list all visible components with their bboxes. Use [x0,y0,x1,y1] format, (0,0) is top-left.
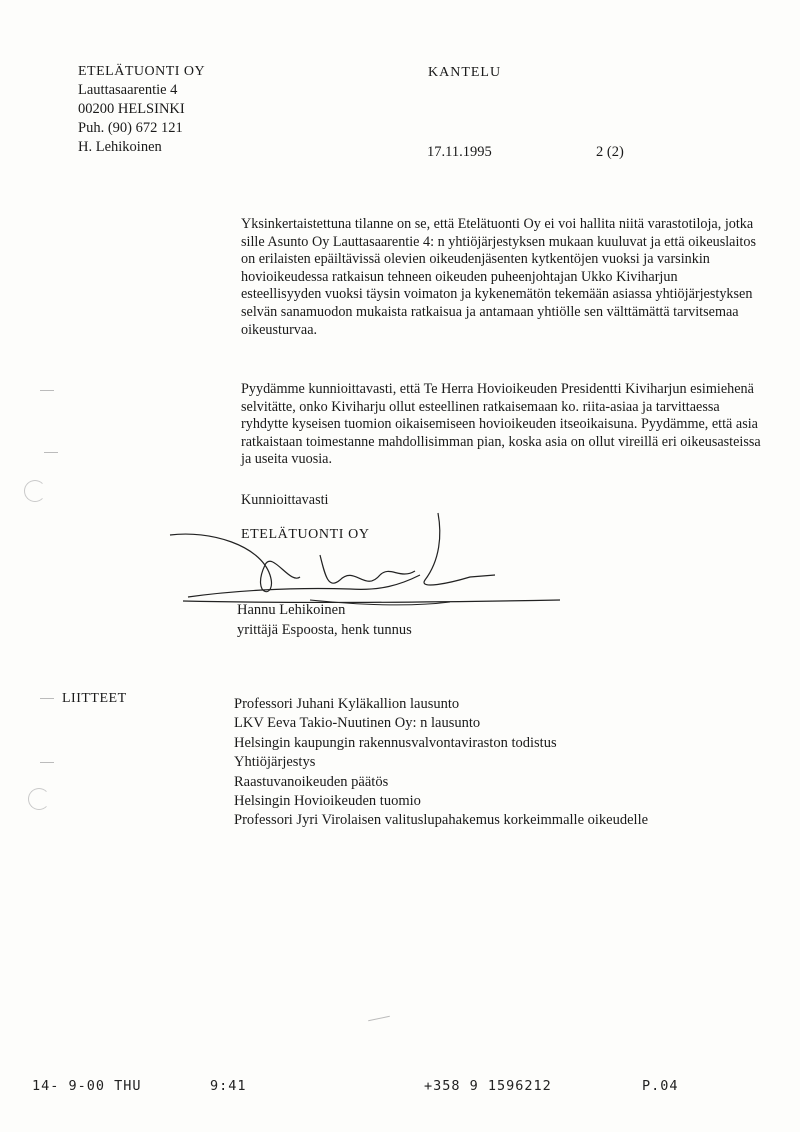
signature-company: ETELÄTUONTI OY [241,527,370,542]
fax-page: P.04 [642,1078,679,1094]
sender-company: ETELÄTUONTI OY [78,64,206,79]
punch-hole [28,788,50,810]
signer-name: Hannu Lehikoinen [237,602,346,618]
attachment-item: Yhtiöjärjestys [234,754,316,771]
attachments-list [234,695,648,831]
body-paragraph-2: Pyydämme kunnioittavasti, että Te Herra Hovioikeuden Presidentti Kiviharjun esimiehenä selvitätte, onko Kiviharju ollut esteellinen ratkaisemaan ko. riita-asiaa ja tarvittaessa ryhdytte kyseisen tuomion oikaisemiseen hovioikeuden itseoikaisuna. Pyydämme, että asia ratkaistaan toimestanne mahdollisimman pian, koska asia on ollut vireillä eri oikeusasteissa ja useita vuosia. [241,381,761,468]
body-paragraph-1: Yksinkertaistettuna tilanne on se, että Etelätuonti Oy ei voi hallita niitä varastotiloja, jotka sille Asunto Oy Lauttasaarentie 4: n yhtiöjärjestyksen mukaan kuuluvat ja että oikeuslaitos on erilaisten epäiltävissä olevien oikeudenjäsenten kytkentöjen vuoksi ja varsinkin hovioikeudessa ratkaisun tehneen oikeuden puheenjohtajan Ukko Kiviharjun esteellisyyden vuoksi täysin voimaton ja kykenemätön tekemään asiassa yhtiöjärjestyksen selvän sanamuodon mukaista ratkaisua ja antamaan yhtiölle sen välttämättä tarvitsemaa oikeusturvaa. [241,216,756,338]
scan-mark [40,390,54,391]
signer-title: yrittäjä Espoosta, henk tunnus [237,622,412,638]
sender-city: 00200 HELSINKI [78,101,185,117]
attachments-label: LIITTEET [62,691,127,706]
scan-mark [40,762,54,763]
scan-mark [44,452,58,453]
fax-date: 14- 9-00 THU [32,1078,142,1094]
sender-street: Lauttasaarentie 4 [78,82,178,98]
sender-phone: Puh. (90) 672 121 [78,120,183,136]
fax-phone: +358 9 1596212 [424,1078,552,1094]
attachment-item: Raastuvanoikeuden päätös [234,773,389,790]
punch-hole [24,480,46,502]
closing: Kunnioittavasti [241,492,329,508]
attachment-item: Professori Jyri Virolaisen valituslupahakemus korkeimmalle oikeudelle [234,812,649,829]
sender-block [78,62,205,157]
handwritten-signature [150,505,570,625]
scan-mark [40,698,54,699]
attachment-item: Professori Juhani Kyläkallion lausunto [234,696,460,712]
attachment-item: Helsingin Hovioikeuden tuomio [234,793,421,810]
sender-contact: H. Lehikoinen [78,139,162,155]
page-number: 2 (2) [596,144,624,160]
document-title: KANTELU [428,65,502,80]
scan-mark [368,1016,390,1022]
attachment-item: LKV Eeva Takio-Nuutinen Oy: n lausunto [234,715,481,732]
attachment-item: Helsingin kaupungin rakennusvalvontaviraston todistus [234,734,557,751]
document-date: 17.11.1995 [427,144,492,160]
fax-time: 9:41 [210,1078,247,1094]
